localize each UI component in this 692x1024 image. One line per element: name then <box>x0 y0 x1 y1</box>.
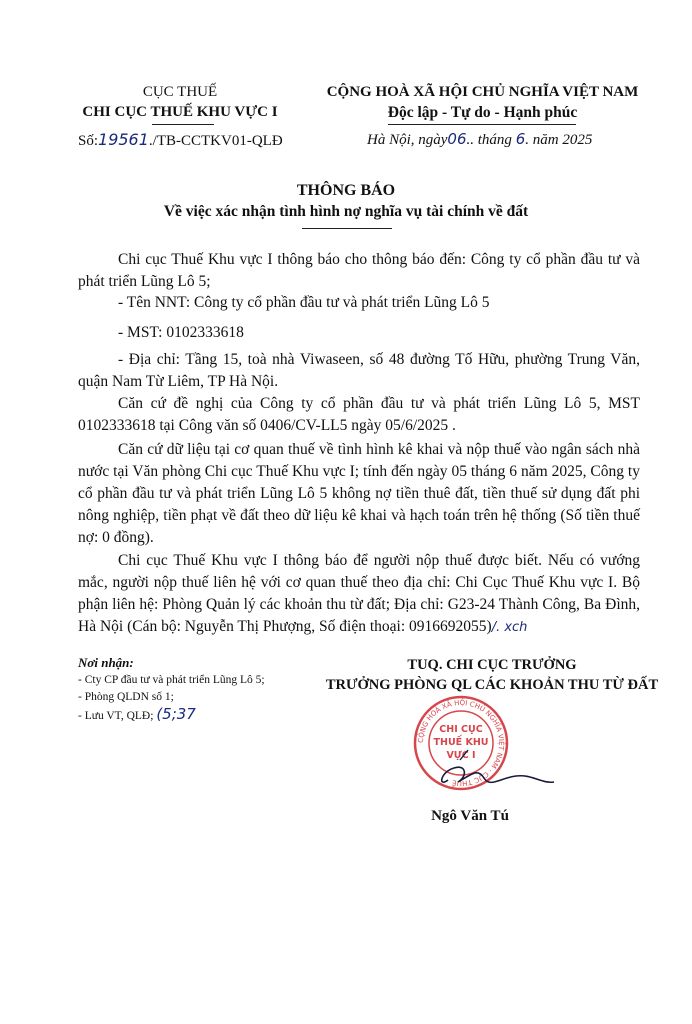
recipient-item: - Phòng QLDN số 1; <box>78 691 174 703</box>
recipient-item: - Lưu VT, QLĐ; (5;37 <box>78 705 196 723</box>
signature-authority <box>312 655 672 695</box>
paragraph-recipient: Chi cục Thuế Khu vực I thông báo cho thông báo đến: Công ty cổ phần đầu tư và phát triển Lũng Lô 5; <box>78 251 640 290</box>
signer-name: Ngô Văn Tú <box>431 808 509 824</box>
signature-line-2: TRƯỞNG PHÒNG QL CÁC KHOẢN THU TỪ ĐẤT <box>325 677 659 693</box>
recipient-item: - Cty CP đầu tư và phát triển Lũng Lô 5; <box>78 674 265 686</box>
sub-agency-name: CHI CỤC THUẾ KHU VỰC I <box>82 104 278 120</box>
stamp-center-text: CHI CỤC THUẾ KHU VỰC I <box>433 724 489 761</box>
paragraph-basis-data: Căn cứ dữ liệu tại cơ quan thuế về tình hình kê khai và nộp thuế vào ngân sách nhà nước tại Văn phòng Chi cục Thuế Khu vực I; tính đến ngày 05 tháng 6 năm 2025, Công ty cổ phần đầu tư và phát triển Lũng Lô 5 không nợ tiền thuê đất, tiền thuế sử dụng đất phi nông nghiệp, tiền phạt về đất theo dữ liệu kê khai và hạch toán trên hệ thống (Số tiền thuế nợ: 0 đồng). <box>78 441 640 546</box>
paragraph-tax-code: - MST: 0102333618 <box>118 324 244 341</box>
header-left-underline <box>152 124 214 125</box>
nation-name: CỘNG HOÀ XÃ HỘI CHỦ NGHĨA VIỆT NAM <box>326 84 639 100</box>
paragraph-basis-request: Căn cứ đề nghị của Công ty cổ phần đầu tư và phát triển Lũng Lô 5, MST 0102333618 tại Công văn số 0406/CV-LL5 ngày 05/6/2025 . <box>78 395 640 434</box>
motto-underline <box>388 124 576 125</box>
agency-name: CỤC THUẾ <box>142 84 218 100</box>
paragraph-contact: Chi cục Thuế Khu vực I thông báo để người nộp thuế được biết. Nếu có vướng mắc, người nộp thuế liên hệ với cơ quan thuế theo địa chỉ: Chi Cục Thuế Khu vực I. Bộ phận liên hệ: Phòng Quản lý các khoản thu từ đất; Địa chỉ: G23-24 Thành Công, Ba Đình, Hà Nội (Cán bộ: Nguyễn Thị Phượng, Số điện thoại: 0916692055)/. xch <box>78 552 640 635</box>
document-title: THÔNG BÁO <box>296 182 396 199</box>
header-right <box>300 82 665 123</box>
document-number-handwritten: 19561 <box>98 130 149 149</box>
document-number: Số:19561./TB-CCTKV01-QLĐ <box>78 130 283 149</box>
signature-stroke <box>442 767 554 782</box>
recipients-block <box>78 654 265 725</box>
paragraph-address: - Địa chỉ: Tầng 15, toà nhà Viwaseen, số 48 đường Tố Hữu, phường Trung Văn, quận Nam Từ Liêm, TP Hà Nội. <box>78 351 640 390</box>
recipients-handwritten-note: (5;37 <box>156 705 196 723</box>
signature-accent-stroke <box>460 750 468 760</box>
date-month-handwritten: 6 <box>515 130 526 148</box>
handwritten-signature <box>420 738 560 798</box>
date-day-handwritten: 06 <box>447 130 467 148</box>
motto: Độc lập - Tự do - Hạnh phúc <box>387 104 578 121</box>
paragraph-taxpayer-name: - Tên NNT: Công ty cổ phần đầu tư và phát triển Lũng Lô 5 <box>118 294 490 311</box>
header-left <box>70 82 290 122</box>
stamp-ring-text: CỘNG HOÀ XÃ HỘI CHỦ NGHĨA VIỆT NAM · CỤC THUẾ <box>416 698 506 788</box>
recipients-heading: Nơi nhận: <box>78 655 134 670</box>
document-date: Hà Nội, ngày06.. tháng 6. năm 2025 <box>367 130 593 148</box>
document-subject: Về việc xác nhận tình hình nợ nghĩa vụ tài chính về đất <box>163 203 529 220</box>
contact-handwritten-mark: /. xch <box>491 620 528 635</box>
subject-underline <box>302 228 392 229</box>
signature-line-1: TUQ. CHI CỤC TRƯỞNG <box>407 657 577 673</box>
